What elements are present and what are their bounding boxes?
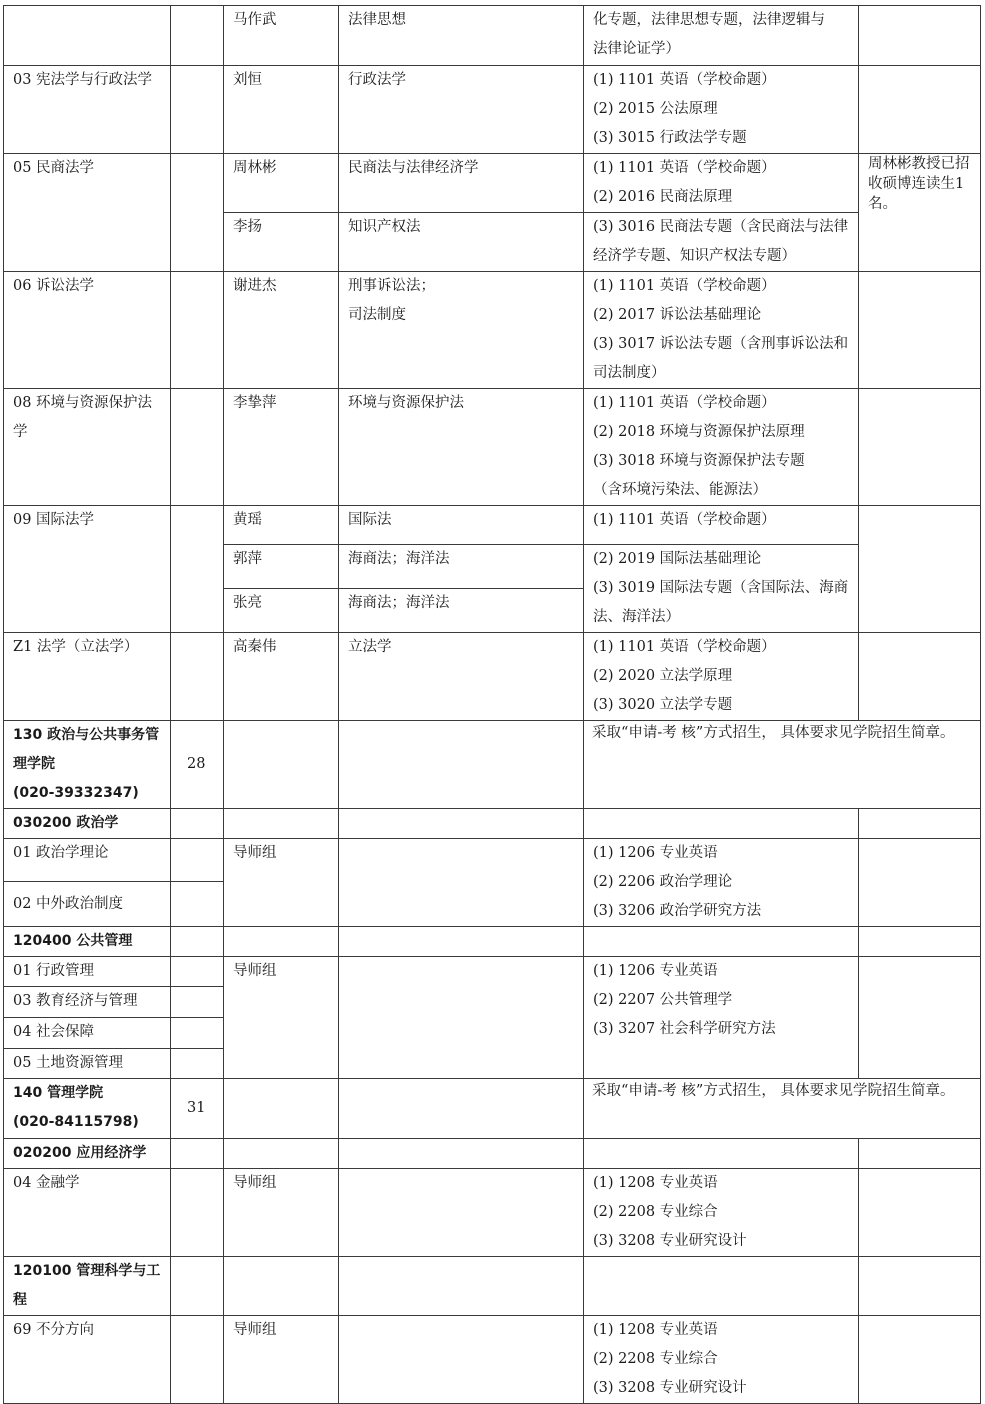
exam-cell <box>584 154 859 213</box>
tutor-cell <box>224 1257 339 1316</box>
direction-cell <box>4 66 171 154</box>
research-cell <box>339 721 584 809</box>
direction-cell: 02 中外政治制度 <box>4 882 171 927</box>
exam-line: (2) 2020 立法学原理 <box>593 668 733 684</box>
exam-line: 法律论证学） <box>593 41 680 57</box>
admission-note-cell <box>584 721 981 809</box>
quota-cell <box>171 389 224 506</box>
research-cell: 海商法；海洋法 <box>339 545 584 589</box>
exam-line: (3) 3019 国际法专题（含国际法、海商法、海洋法） <box>593 580 849 625</box>
tutor-cell: 黄瑶 <box>224 506 339 545</box>
direction-cell: 09 国际法学 <box>4 506 171 633</box>
note-cell <box>859 272 981 389</box>
table-row <box>4 154 981 213</box>
major-row <box>4 809 981 839</box>
tutor-cell: 导师组 <box>224 1316 339 1404</box>
quota-cell <box>171 272 224 389</box>
quota-cell: 31 <box>171 1079 224 1139</box>
exam-line: (1) 1208 专业英语 <box>593 1175 718 1191</box>
exam-line: (2) 2206 政治学理论 <box>593 874 733 890</box>
school-cell <box>4 1079 171 1139</box>
direction-cell: 04 金融学 <box>4 1169 171 1257</box>
note-text: 周林彬教授已招收硕博连读生1名。 <box>868 156 970 212</box>
quota-cell: 28 <box>171 721 224 809</box>
research-cell <box>339 1139 584 1169</box>
tutor-cell: 导师组 <box>224 1169 339 1257</box>
exam-line: (1) 1208 专业英语 <box>593 1322 718 1338</box>
quota-cell <box>171 1316 224 1404</box>
quota-cell <box>171 1139 224 1169</box>
table-row <box>4 839 981 882</box>
direction-cell: 03 教育经济与管理 <box>4 987 171 1018</box>
exam-line: (3) 3018 环境与资源保护法专题 <box>593 453 805 469</box>
research-cell <box>339 809 584 839</box>
quota-cell <box>171 1169 224 1257</box>
major-row <box>4 927 981 957</box>
quota-cell <box>171 809 224 839</box>
direction-label: 08 环境与资源保护法学 <box>13 395 153 440</box>
research-line: 刑事诉讼法； <box>348 278 435 294</box>
note-cell <box>859 1316 981 1404</box>
note-cell <box>859 633 981 721</box>
admission-note-cell <box>584 1079 981 1139</box>
tutor-cell: 张亮 <box>224 589 339 633</box>
research-cell: 行政法学 <box>339 66 584 154</box>
exam-line: (3) 3017 诉讼法专题（含刑事诉讼法和司法制度） <box>593 336 849 381</box>
direction-cell <box>4 389 171 506</box>
note-cell <box>859 1257 981 1316</box>
exam-line: (2) 2208 专业综合 <box>593 1204 718 1220</box>
exam-line: (2) 2015 公法原理 <box>593 101 718 117</box>
exam-line: (3) 3208 专业研究设计 <box>593 1233 747 1249</box>
tutor-cell: 导师组 <box>224 957 339 1079</box>
tutor-cell: 郭萍 <box>224 545 339 589</box>
exam-line: (2) 2207 公共管理学 <box>593 992 733 1008</box>
note-cell <box>859 389 981 506</box>
quota-cell <box>171 1018 224 1049</box>
note-cell <box>859 839 981 927</box>
tutor-cell: 周林彬 <box>224 154 339 213</box>
table-row <box>4 389 981 506</box>
tutor-cell: 谢进杰 <box>224 272 339 389</box>
school-name: 140 管理学院 <box>13 1085 104 1101</box>
admission-note: 采取“申请-考 核”方式招生， 具体要求见学院招生简章。 <box>592 1083 955 1099</box>
school-phone: (020-84115798) <box>13 1114 139 1130</box>
direction-cell: 01 政治学理论 <box>4 839 171 882</box>
quota-cell <box>171 957 224 987</box>
table-row <box>4 1316 981 1404</box>
tutor-cell: 马作武 <box>224 6 339 66</box>
exam-line: (1) 1101 英语（学校命题） <box>593 512 776 528</box>
research-cell: 环境与资源保护法 <box>339 389 584 506</box>
research-cell <box>339 1169 584 1257</box>
quota-cell <box>171 66 224 154</box>
note-cell <box>859 154 981 272</box>
tutor-cell <box>224 721 339 809</box>
note-cell <box>859 809 981 839</box>
exam-line: (1) 1101 英语（学校命题） <box>593 160 776 176</box>
note-cell <box>859 506 981 633</box>
direction-cell <box>4 6 171 66</box>
school-header-row <box>4 721 981 809</box>
research-cell <box>339 1257 584 1316</box>
tutor-cell: 刘恒 <box>224 66 339 154</box>
exam-line: (3) 3208 专业研究设计 <box>593 1380 747 1396</box>
school-name: 130 政治与公共事务管理学院 <box>13 727 160 772</box>
major-cell: 020200 应用经济学 <box>4 1139 171 1169</box>
tutor-cell: 李扬 <box>224 213 339 272</box>
tutor-cell: 李挚萍 <box>224 389 339 506</box>
note-cell <box>859 957 981 1079</box>
exam-line: (3) 3206 政治学研究方法 <box>593 903 762 919</box>
major-row <box>4 1257 981 1316</box>
note-cell <box>859 1139 981 1169</box>
note-cell <box>859 6 981 66</box>
exam-cell <box>584 1169 859 1257</box>
tutor-cell: 高秦伟 <box>224 633 339 721</box>
school-header-row <box>4 1079 981 1139</box>
table-row <box>4 1169 981 1257</box>
quota-cell <box>171 1257 224 1316</box>
research-line: 司法制度 <box>348 307 406 323</box>
research-cell: 民商法与法律经济学 <box>339 154 584 213</box>
exam-cell <box>584 839 859 927</box>
research-cell <box>339 272 584 389</box>
tutor-cell <box>224 1079 339 1139</box>
research-cell: 国际法 <box>339 506 584 545</box>
exam-line: （含环境污染法、能源法） <box>593 482 767 498</box>
table-row <box>4 957 981 987</box>
exam-cell <box>584 389 859 506</box>
exam-cell <box>584 213 859 272</box>
exam-line: (2) 2018 环境与资源保护法原理 <box>593 424 805 440</box>
exam-cell <box>584 633 859 721</box>
quota-cell <box>171 927 224 957</box>
research-cell <box>339 957 584 1079</box>
exam-line: (1) 1101 英语（学校命题） <box>593 395 776 411</box>
research-cell <box>339 1316 584 1404</box>
exam-cell <box>584 545 859 633</box>
exam-line: (2) 2019 国际法基础理论 <box>593 551 762 567</box>
quota-cell <box>171 506 224 633</box>
exam-line: (1) 1206 专业英语 <box>593 845 718 861</box>
tutor-cell <box>224 809 339 839</box>
note-cell <box>859 927 981 957</box>
exam-cell <box>584 506 859 545</box>
direction-cell: 05 土地资源管理 <box>4 1049 171 1079</box>
quota-cell <box>171 6 224 66</box>
exam-cell <box>584 1257 859 1316</box>
table-row <box>4 633 981 721</box>
exam-line: 化专题，法律思想专题，法律逻辑与 <box>593 12 825 28</box>
exam-line: (3) 3207 社会科学研究方法 <box>593 1021 776 1037</box>
research-cell: 立法学 <box>339 633 584 721</box>
major-cell: 120400 公共管理 <box>4 927 171 957</box>
exam-line: (2) 2208 专业综合 <box>593 1351 718 1367</box>
tutor-cell <box>224 927 339 957</box>
table-row <box>4 6 981 66</box>
direction-cell: Z1 法学（立法学） <box>4 633 171 721</box>
tutor-cell <box>224 1139 339 1169</box>
direction-cell: 05 民商法学 <box>4 154 171 272</box>
direction-cell: 69 不分方向 <box>4 1316 171 1404</box>
exam-cell <box>584 927 859 957</box>
major-cell <box>4 1257 171 1316</box>
table-row <box>4 66 981 154</box>
research-cell <box>339 927 584 957</box>
exam-line: (2) 2016 民商法原理 <box>593 189 733 205</box>
research-cell: 法律思想 <box>339 6 584 66</box>
major-row <box>4 1139 981 1169</box>
exam-line: (1) 1101 英语（学校命题） <box>593 639 776 655</box>
exam-line: (3) 3016 民商法专题（含民商法与法律经济学专题、知识产权法专题） <box>593 219 849 264</box>
exam-cell <box>584 1316 859 1404</box>
research-cell <box>339 1079 584 1139</box>
direction-label: 03 宪法学与行政法学 <box>13 72 153 88</box>
major-cell: 030200 政治学 <box>4 809 171 839</box>
admission-note: 采取“申请-考 核”方式招生， 具体要求见学院招生简章。 <box>592 725 955 741</box>
admissions-catalog-table <box>3 5 981 1404</box>
school-cell <box>4 721 171 809</box>
exam-cell <box>584 957 859 1079</box>
exam-cell <box>584 66 859 154</box>
exam-line: (2) 2017 诉讼法基础理论 <box>593 307 762 323</box>
research-cell <box>339 839 584 927</box>
quota-cell <box>171 1049 224 1079</box>
school-phone: (020-39332347) <box>13 785 139 801</box>
exam-line: (1) 1101 英语（学校命题） <box>593 278 776 294</box>
quota-cell <box>171 882 224 927</box>
direction-cell: 04 社会保障 <box>4 1018 171 1049</box>
direction-cell: 01 行政管理 <box>4 957 171 987</box>
exam-cell <box>584 809 859 839</box>
quota-cell <box>171 987 224 1018</box>
quota-cell <box>171 154 224 272</box>
exam-cell <box>584 1139 859 1169</box>
table-row <box>4 506 981 545</box>
quota-cell <box>171 839 224 882</box>
note-cell <box>859 1169 981 1257</box>
table-row <box>4 272 981 389</box>
exam-line: (1) 1206 专业英语 <box>593 963 718 979</box>
exam-cell <box>584 272 859 389</box>
exam-line: (3) 3015 行政法学专题 <box>593 130 747 146</box>
research-cell: 海商法；海洋法 <box>339 589 584 633</box>
note-cell <box>859 66 981 154</box>
quota-cell <box>171 633 224 721</box>
tutor-cell: 导师组 <box>224 839 339 927</box>
exam-line: (3) 3020 立法学专题 <box>593 697 733 713</box>
exam-cell <box>584 6 859 66</box>
direction-cell: 06 诉讼法学 <box>4 272 171 389</box>
major-label: 120100 管理科学与工程 <box>13 1263 161 1308</box>
exam-line: (1) 1101 英语（学校命题） <box>593 72 776 88</box>
research-cell: 知识产权法 <box>339 213 584 272</box>
